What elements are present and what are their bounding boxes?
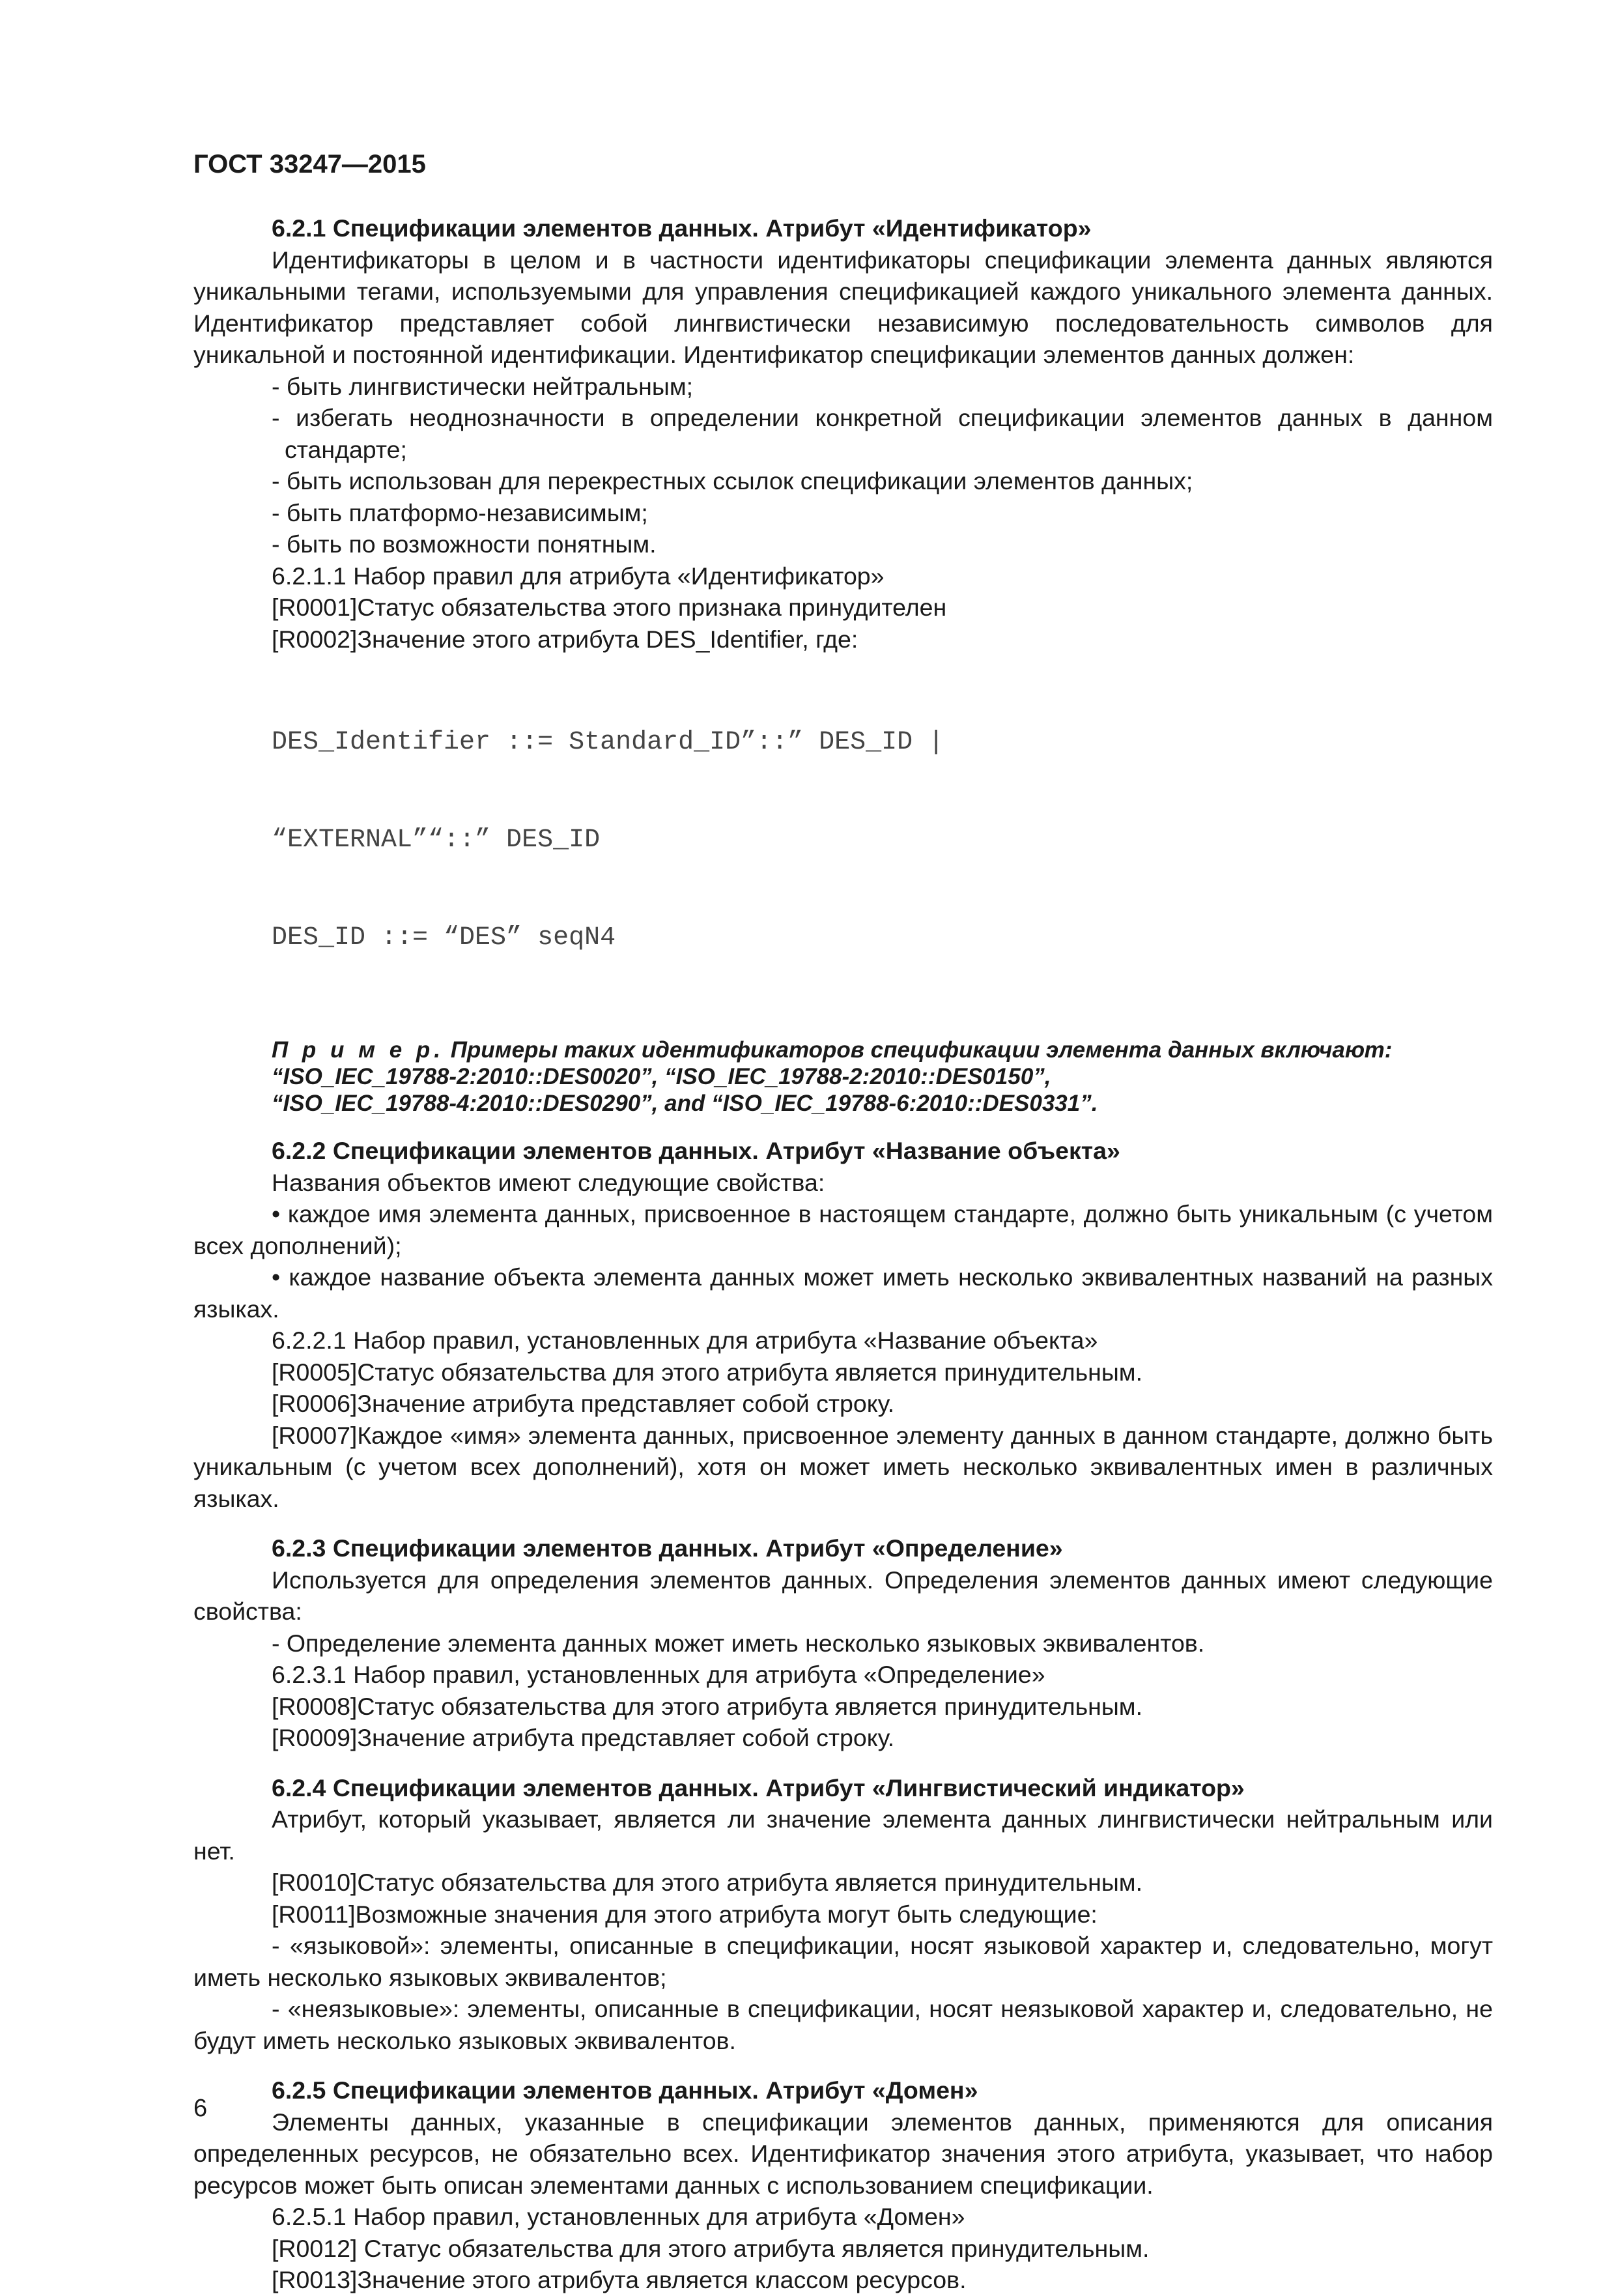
code-block: [193, 661, 1493, 1020]
section-heading-6-2-2: 6.2.2 Спецификации элементов данных. Атрибут «Название объекта»: [272, 1137, 1120, 1164]
value-item: - «неязыковые»: элементы, описанные в спецификации, носят неязыковой характер и, следовательно, не будут иметь несколько языковых эквивалентов.: [193, 1995, 1493, 2054]
section-intro-6-2-5: Элементы данных, указанные в спецификации элементов данных, применяются для описания определенных ресурсов, не обязательно всех. Идентификатор значения этого атрибута, указывает, что набор ресурсов может быть описан элементами данных с использованием спецификации.: [193, 2108, 1493, 2199]
rule-r0013: [R0013]Значение этого атрибута является классом ресурсов.: [272, 2266, 967, 2293]
section-heading-6-2-3: 6.2.3 Спецификации элементов данных. Атрибут «Определение»: [272, 1534, 1063, 1562]
value-item: - «языковой»: элементы, описанные в спецификации, носят языковой характер и, следовательно, могут иметь несколько языковых эквивалентов;: [193, 1932, 1493, 1991]
ruleset-title-6-2-5-1: 6.2.5.1 Набор правил, установленных для атрибута «Домен»: [272, 2203, 965, 2230]
requirement-item: - быть платформо-независимым;: [272, 498, 648, 526]
rule-r0012: [R0012] Статус обязательства для этого атрибута является принудительным.: [272, 2234, 1150, 2262]
ruleset-title-6-2-1-1: 6.2.1.1 Набор правил для атрибута «Идентификатор»: [272, 562, 885, 590]
section-intro-6-2-1: Идентификаторы в целом и в частности идентификаторы спецификации элемента данных являются уникальными тегами, используемыми для управления спецификацией каждого уникального элемента данных. Идентификатор представляет собой лингвистически независимую последовательность символов для уникальной и постоянной идентификации. Идентификатор спецификации элементов данных должен:: [193, 246, 1493, 368]
example-line: “ISO_IEC_19788-2:2010::DES0020”, “ISO_IEC_19788-2:2010::DES0150”,: [272, 1064, 1051, 1089]
rule-r0005: [R0005]Статус обязательства для этого атрибута является принудительным.: [272, 1358, 1142, 1386]
section-heading-6-2-4: 6.2.4 Спецификации элементов данных. Атрибут «Лингвистический индикатор»: [272, 1773, 1245, 1801]
requirement-item: - быть лингвистически нейтральным;: [272, 372, 694, 400]
ruleset-title-6-2-2-1: 6.2.2.1 Набор правил, установленных для атрибута «Название объекта»: [272, 1327, 1098, 1354]
document-body: [193, 212, 1493, 2296]
code-line: “EXTERNAL”“::” DES_ID: [272, 825, 601, 855]
code-line: DES_ID ::= “DES” seqN4: [272, 923, 616, 953]
rule-r0006: [R0006]Значение атрибута представляет собой строку.: [272, 1390, 894, 1417]
bullet-item: • каждое имя элемента данных, присвоенное в настоящем стандарте, должно быть уникальным (с учетом всех дополнений);: [193, 1200, 1493, 1259]
section-intro-6-2-2: Названия объектов имеют следующие свойства:: [272, 1168, 825, 1196]
ruleset-title-6-2-3-1: 6.2.3.1 Набор правил, установленных для атрибута «Определение»: [272, 1661, 1045, 1688]
section-intro-6-2-3: Используется для определения элементов данных. Определения элементов данных имеют следующие свойства:: [193, 1566, 1493, 1625]
example-line: “ISO_IEC_19788-4:2010::DES0290”, and “ISO_IEC_19788-6:2010::DES0331”.: [272, 1091, 1098, 1116]
page-number: 6: [193, 2095, 208, 2122]
rule-r0009: [R0009]Значение атрибута представляет собой строку.: [272, 1724, 894, 1751]
requirement-item: - быть по возможности понятным.: [272, 530, 657, 558]
section-intro-6-2-4: Атрибут, который указывает, является ли значение элемента данных лингвистически нейтральным или нет.: [193, 1805, 1493, 1865]
section-heading-6-2-5: 6.2.5 Спецификации элементов данных. Атрибут «Домен»: [272, 2076, 978, 2104]
example-label: П р и м е р.: [272, 1037, 445, 1063]
example-text: Примеры таких идентификаторов спецификации элемента данных включают:: [444, 1037, 1393, 1063]
section-heading-6-2-1: 6.2.1 Спецификации элементов данных. Атрибут «Идентификатор»: [272, 214, 1092, 242]
bullet-item: • каждое название объекта элемента данных может иметь несколько эквивалентных названий на разных языках.: [193, 1263, 1493, 1323]
example-note: [193, 1037, 1493, 1117]
rule-r0010: [R0010]Статус обязательства для этого атрибута является принудительным.: [272, 1869, 1142, 1896]
rule-r0008: [R0008]Статус обязательства для этого атрибута является принудительным.: [272, 1692, 1142, 1720]
requirement-item: - быть использован для перекрестных ссылок спецификации элементов данных;: [272, 467, 1193, 495]
rule-r0011: [R0011]Возможные значения для этого атрибута могут быть следующие:: [272, 1900, 1098, 1928]
rule-r0002: [R0002]Значение этого атрибута DES_Identifier, где:: [272, 625, 858, 653]
standard-header: ГОСТ 33247—2015: [193, 150, 426, 179]
rule-r0007: [R0007]Каждое «имя» элемента данных, присвоенное элементу данных в данном стандарте, должно быть уникальным (с учетом всех дополнений), хотя он может иметь несколько эквивалентных имен в различных языках.: [193, 1421, 1493, 1512]
rule-r0001: [R0001]Статус обязательства этого признака принудителен: [272, 594, 947, 621]
code-line: DES_Identifier ::= Standard_ID”::” DES_ID |: [272, 728, 944, 757]
requirement-item: - избегать неоднозначности в определении конкретной спецификации элементов данных в данном стандарте;: [272, 404, 1493, 463]
definition-item: - Определение элемента данных может иметь несколько языковых эквивалентов.: [272, 1629, 1205, 1657]
